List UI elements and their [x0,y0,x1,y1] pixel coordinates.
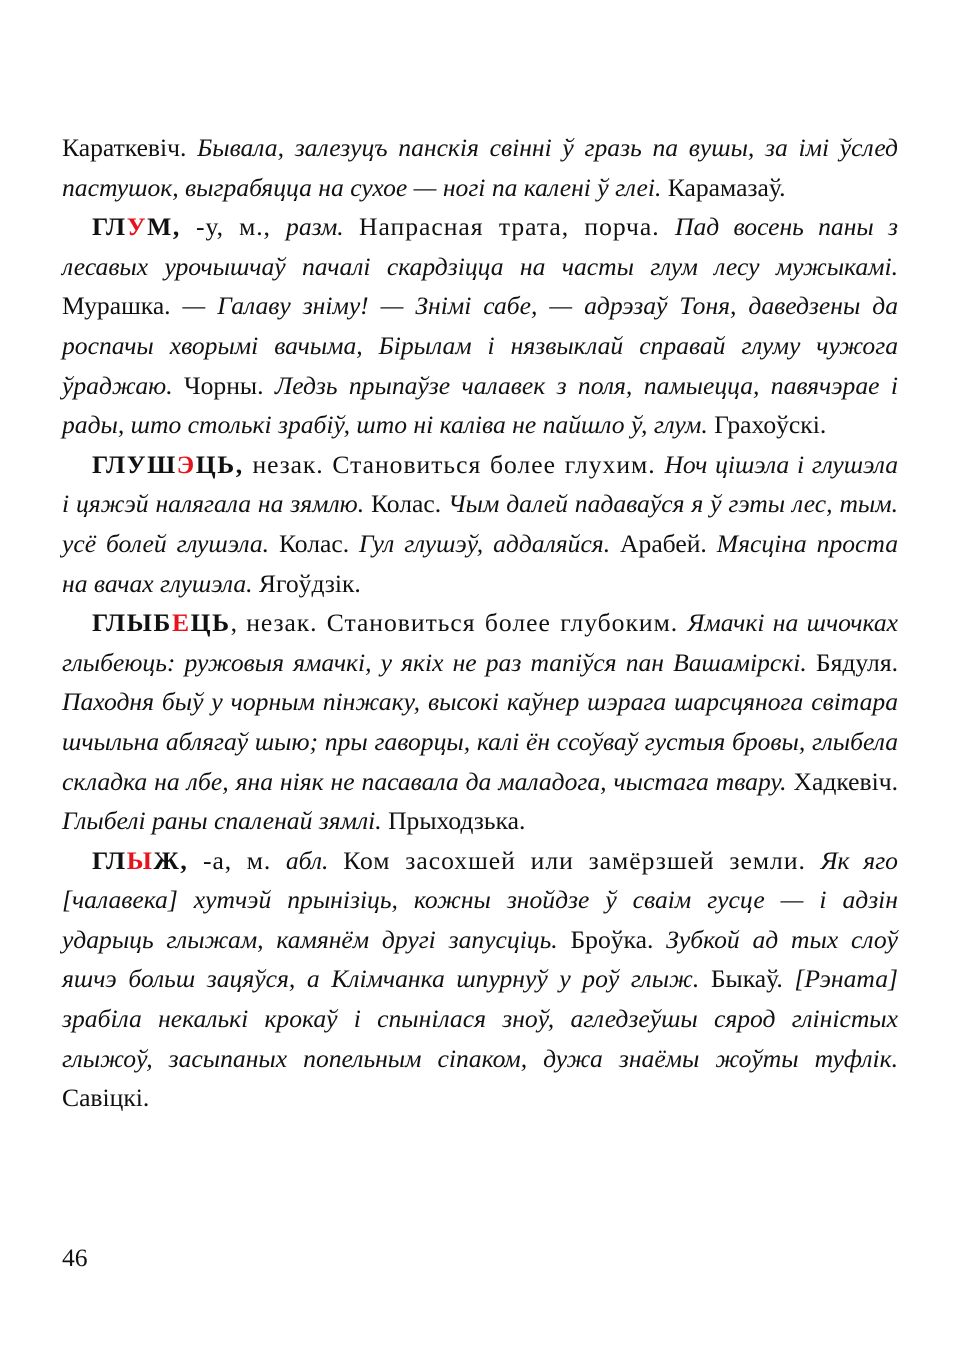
grammar-info: незак. [243,449,324,479]
headword-comma: , [230,608,238,638]
grammar-info: -у, м., [180,212,287,242]
citation: Глыбелі раны спаленай зямлі. [62,806,382,836]
citation-source: Броўка. [557,924,654,954]
entry-glushec [62,445,898,603]
citation-source: Быкаў. [699,964,783,994]
citation-source: Прыходзька. [381,806,526,836]
citation: Пад восень паны з лесавых урочышчаў пачалі скардзіцца на часты глум лесу мужыкамі. [62,212,899,281]
citation-source: Мурашка. [62,291,171,321]
citation-source: Бядуля. [806,647,898,677]
citation-source: Грахоўскі. [707,410,827,440]
citation: Зубкой ад тых слоў яшчэ больш зацяўся, а Клімчанка шпурнуў у роў глыж. [62,924,899,994]
citation: Ледзь прыпаўзе чалавек з поля, памыецца, павячэрае і рады, што столькі зрабіў, што ні каліва не пайшло ў, глум. [62,370,898,440]
grammar-info: незак. [237,608,318,638]
usage-label: разм. [286,212,344,242]
headword-glushec: ГЛУШЭЦЬ, [92,449,244,479]
definition-text: Ком засохшей или замёрзшей земли. [328,845,821,875]
citation-source: Ягоўдзік. [252,568,361,598]
entry-glybec [62,603,898,841]
continuation-source-after: Карамазаў. [667,172,786,202]
headword-glyzh: ГЛЫЖ, [92,845,189,875]
citation: Паходня быў у чорным пінжаку, высокі каўнер шэрага шарсцянога світара шчыльна аблягаў шыю; пры гаворцы, калі ён ссоўваў густыя бровы, глыбела складка на лбе, яна ніяк не пасавала да маладога, чыстага твару. [62,687,898,796]
citation: Ноч цішэла і глушэла і цяжэй налягала на зямлю. [62,449,899,519]
headword-glum: ГЛУМ, [92,212,181,242]
citation: Гул глушэў, аддаляйся. [349,528,611,558]
citation-source: Хадкевіч. [786,766,898,796]
citation: Чым далей падаваўся я ў гэты лес, тым. усё болей глушэла. [62,489,898,558]
stressed-vowel: Э [176,449,196,479]
definition-text: Напрасная трата, порча. [343,212,675,242]
entry-glum [62,207,898,445]
stressed-vowel: У [126,212,148,242]
page-number: 46 [62,1243,88,1272]
citation-source: Колас. [364,489,442,519]
definition-text: Становиться более глубоким. [317,608,688,638]
citation: — Галаву зніму! — Знімі сабе, — адрэзаў Тоня, даведзены да роспачы хворымі вачыма, Бірылам і нязвыклай справай глуму чужога ўраджаю. [62,291,898,400]
citation: Ямачкі на шчочках глыбеюць: ружовыя ямачкі, у якіх не раз тапіўся пан Вашамірскі. [62,608,898,677]
entry-glyzh [62,841,898,1118]
definition-text: Становиться более глухим. [323,449,665,479]
stressed-vowel: Е [171,608,191,638]
continuation-paragraph [62,128,898,207]
citation-source: Колас. [269,528,350,558]
citation-source: Савіцкі. [62,1083,150,1113]
grammar-info: -а, м. [188,845,286,875]
usage-label: абл. [285,845,329,875]
citation: Мясціна проста на вачах глушэла. [62,528,898,598]
citation: [Рэната] зрабіла некалькі крокаў і спынілася зноў, агледзеўшы сярод гліністых глыжоў, засыпаных попельным сіпаком, дужа знаёмы жоўты туфлік. [62,964,898,1073]
text-column [62,128,898,1118]
continuation-source-before: Караткевіч. [62,133,187,162]
headword-glybec: ГЛЫБЕЦЬ [92,608,231,638]
citation-source: Арабей. [610,528,707,558]
continuation-citation: Бывала, залезуцъ панскія свінні ў гразь па вушы, за імі ўслед пастушок, выграбяцца на сухое — ногі па калені ў глеі. [62,133,898,202]
citation-source: Чорны. [172,370,264,400]
stressed-vowel: Ы [126,845,154,875]
citation: Як яго [чалавека] хутчэй прынізіць, кожны знойдзе ў сваім гусце — і адзін ударыць глыжам, камянём другі запусціць. [62,845,898,954]
